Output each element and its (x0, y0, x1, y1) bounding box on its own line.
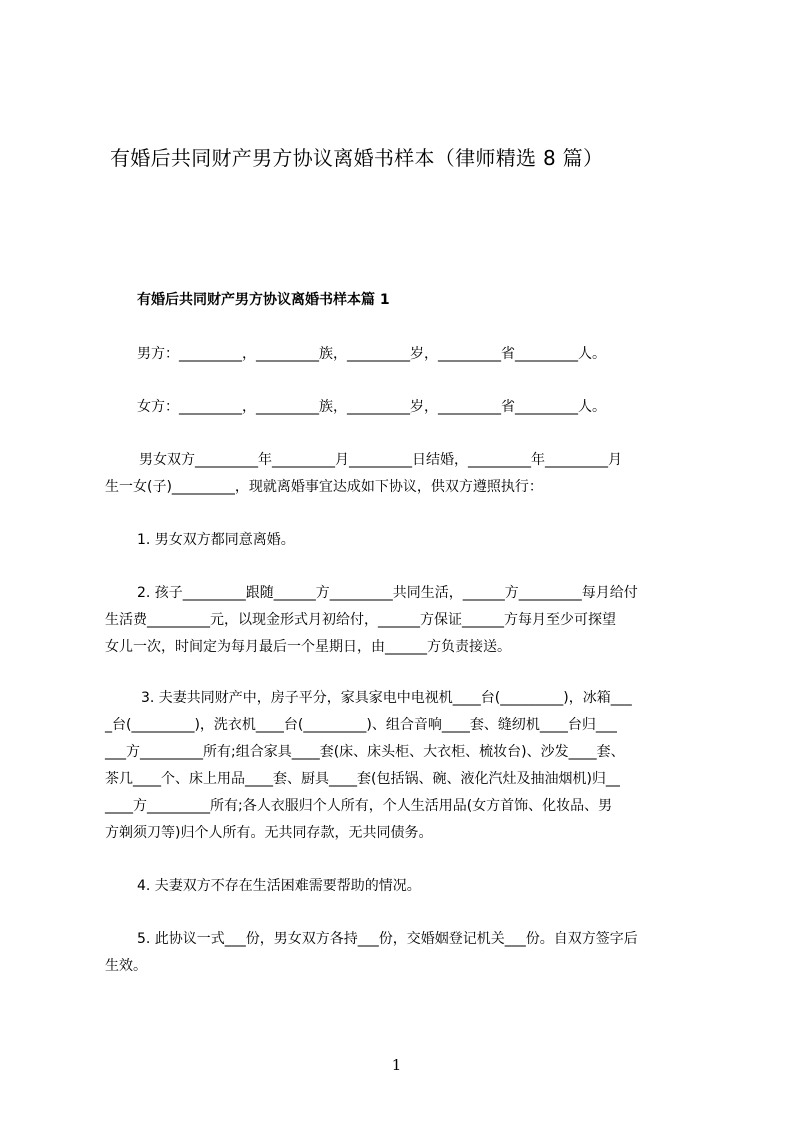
clause-4: 4. 夫妻双方不存在生活困难需要帮助的情况。 (137, 878, 421, 894)
marriage-paragraph (105, 447, 705, 501)
clause-2-line-3: 女儿一次，时间定为每月最后一个星期日，由______方负责接送。 (105, 639, 511, 655)
clause-3-line-3: ___方_________所有;组合家具____套(床、床头柜、大衣柜、梳妆台)、沙发____套、 (105, 744, 625, 760)
clause-5 (105, 926, 705, 980)
clause-2-line-2: 生活费_________元，以现金形式月初给付，______方保证______方每月至少可探望 (105, 612, 616, 628)
clause-3-line-4: 茶几____个、床上用品____套、厨具____套(包括锅、碗、液化汽灶及抽油烟机)归__ (105, 771, 620, 787)
clause-3-line-2: _台(_________)，洗衣机____台(_________)、组合音响____套、缝纫机____台归___ (105, 717, 617, 733)
marriage-line-1: 男女双方_________年_________月_________日结婚，_________年_________月 (139, 452, 622, 468)
female-party-line: 女方：_________，_________族，_________岁，_________省_________人。 (137, 399, 606, 415)
clause-2-line-1: 2. 孩子_________跟随______方_________共同生活，______方_________每月给付 (137, 585, 638, 601)
clause-3-line-5: ____方_________所有;各人衣服归个人所有，个人生活用品(女方首饰、化妆品、男 (105, 798, 613, 814)
clause-3-line-1: 3. 夫妻共同财产中，房子平分，家具家电中电视机____台(_________)，冰箱___ (141, 690, 632, 706)
clause-3 (105, 685, 705, 847)
clause-5-line-1: 5. 此协议一式___份，男女双方各持___份，交婚姻登记机关___份。自双方签字后 (137, 931, 638, 947)
page-number: 1 (391, 1056, 402, 1074)
document-title: 有婚后共同财产男方协议离婚书样本（律师精选 8 篇） (110, 146, 604, 170)
section-title: 有婚后共同财产男方协议离婚书样本篇 1 (137, 292, 390, 308)
clause-3-line-6: 方剃须刀等)归个人所有。无共同存款，无共同债务。 (105, 825, 433, 841)
clause-1: 1. 男女双方都同意离婚。 (137, 532, 295, 548)
marriage-line-2: 生一女(子)_________，现就离婚事宜达成如下协议，供双方遵照执行： (105, 479, 543, 495)
clause-5-line-2: 生效。 (105, 958, 147, 974)
male-party-line: 男方：_________，_________族，_________岁，_________省_________人。 (137, 346, 606, 362)
clause-2 (105, 580, 705, 661)
